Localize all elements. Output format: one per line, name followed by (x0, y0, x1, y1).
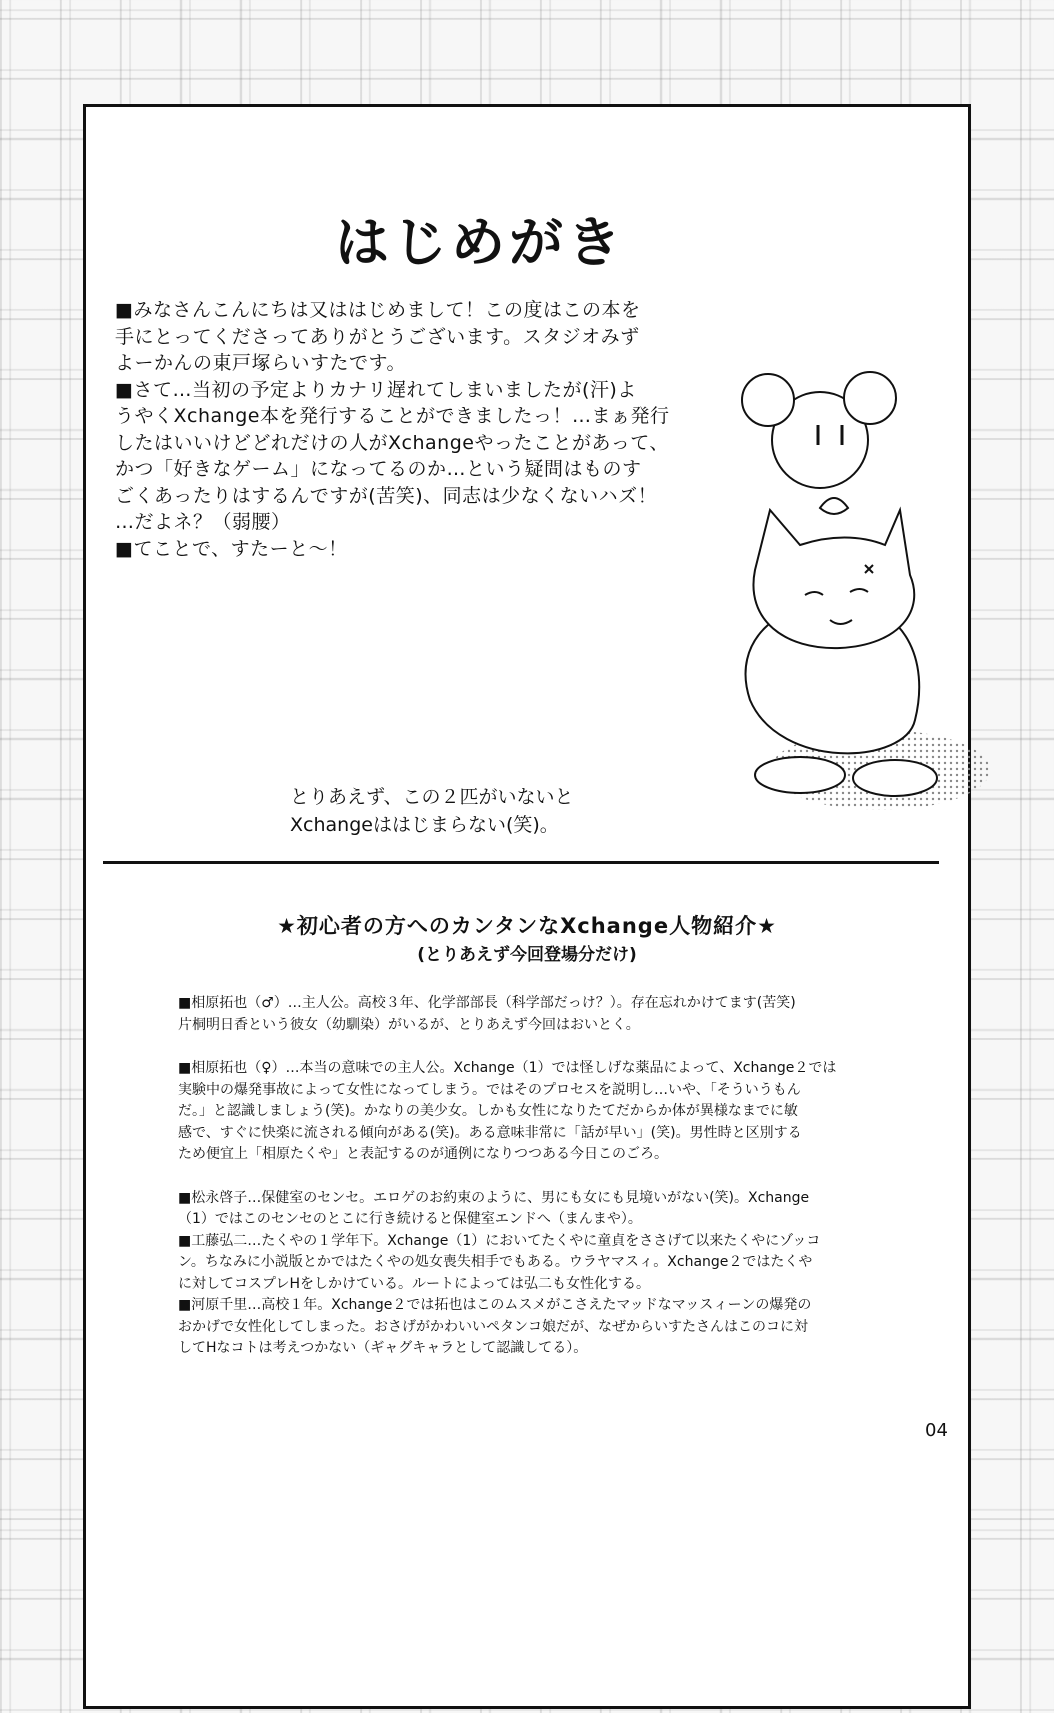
intro-line: …だよネ？（弱腰） (115, 511, 291, 533)
character-line: ■相原拓也（♂）…主人公。高校３年、化学部部長（科学部だっけ？）。存在忘れかけてます(苦笑) (178, 995, 796, 1011)
character-line: ため便宜上「相原たくや」と表記するのが通例になりつつある今日このごろ。 (178, 1146, 668, 1162)
section-divider (103, 861, 939, 864)
illustration-caption (290, 783, 620, 839)
character-line: （1）ではこのセンセのとこに行き続けると保健室エンドへ（まんまや）。 (178, 1211, 642, 1227)
character-line: ■工藤弘二…たくやの１学年下。Xchange（1）においてたくやに童貞をささげて以来たくやにゾッコ (178, 1232, 821, 1249)
intro-line: したはいいけどどれだけの人がXchangeやったことがあって、 (115, 431, 669, 454)
cat-foot (853, 760, 937, 796)
intro-line: 手にとってくださってありがとうございます。スタジオみず (115, 325, 640, 348)
cat-foot (755, 757, 845, 793)
character-line: 実験中の爆発事故によって女性になってしまう。ではそのプロセスを説明し…いや、「そういうもん (178, 1081, 801, 1098)
intro-line: うやくXchange本を発行することができましたっ！…まぁ発行 (115, 405, 670, 427)
character-line: 片桐明日香という彼女（幼馴染）がいるが、とりあえず今回はおいとく。 (178, 1016, 640, 1033)
mouse-tail (820, 498, 848, 514)
caption-line: とりあえず、この２匹がいないと (290, 786, 574, 808)
character-line: に対してコスプレHをしかけている。ルートによっては弘二も女性化する。 (178, 1275, 650, 1292)
cat-head (753, 510, 914, 648)
character-line: ■松永啓子…保健室のセンセ。エロゲのお約束のように、男にも女にも見境いがない(笑)。Xchange (178, 1189, 810, 1206)
paragraph-gap (178, 1036, 878, 1058)
character-line: 感で、すぐに快楽に流される傾向がある(笑)。ある意味非常に「話が早い」(笑)。男性時と区別する (178, 1124, 802, 1141)
character-line: おかげで女性化してしまった。おさげがかわいいペタンコ娘だが、なぜからいすたさんはこのコに対 (178, 1318, 808, 1335)
section-title: ★初心者の方へのカンタンなXchange人物紹介★ (277, 914, 777, 938)
character-line: ■河原千里…高校１年。Xchange２では拓也はこのムスメがこさえたマッドなマッスィーンの爆発の (178, 1297, 812, 1313)
character-line: してHなコトは考えつかない（ギャグキャラとして認識してる）。 (178, 1340, 588, 1356)
intro-line: ■てことで、すたーと～！ (115, 537, 348, 560)
character-line: ン。ちなみに小説版とかではたくやの処女喪失相手でもある。ウラヤマスィ。Xchange２ではたくや (178, 1254, 813, 1270)
character-line: だ。」と認識しましょう(笑)。かなりの美少女。しかも女性になりたてだからか体が異様なまでに敏 (178, 1103, 798, 1119)
page-title: はじめがき (335, 211, 625, 274)
intro-text (115, 297, 695, 562)
mouse-ear (844, 372, 896, 424)
character-line: ■相原拓也（♀）…本当の意味での主人公。Xchange（1）では怪しげな薬品によって、Xchange２では (178, 1060, 837, 1076)
character-list (178, 993, 878, 1360)
intro-line: ■さて…当初の予定よりカナリ遅れてしまいましたが(汗)よ (115, 378, 637, 401)
paragraph-gap (178, 1166, 878, 1188)
intro-line: よーかんの東戸塚らいすたです。 (115, 352, 406, 374)
intro-line: かつ「好きなゲーム」になってるのか…という疑問はものす (115, 458, 642, 480)
intro-line: ごくあったりはするんですが(苦笑)、同志は少なくないハズ！ (115, 484, 658, 507)
mascot-illustration (690, 370, 1020, 820)
page-number: 04 (925, 1420, 948, 1441)
mouse-ear (742, 374, 794, 426)
section-subtitle: (とりあえず今回登場分だけ) (417, 945, 637, 965)
intro-line: ■みなさんこんにちは又ははじめまして！この度はこの本を (115, 299, 641, 321)
caption-line: Xchangeははじまらない(笑)。 (290, 814, 559, 836)
